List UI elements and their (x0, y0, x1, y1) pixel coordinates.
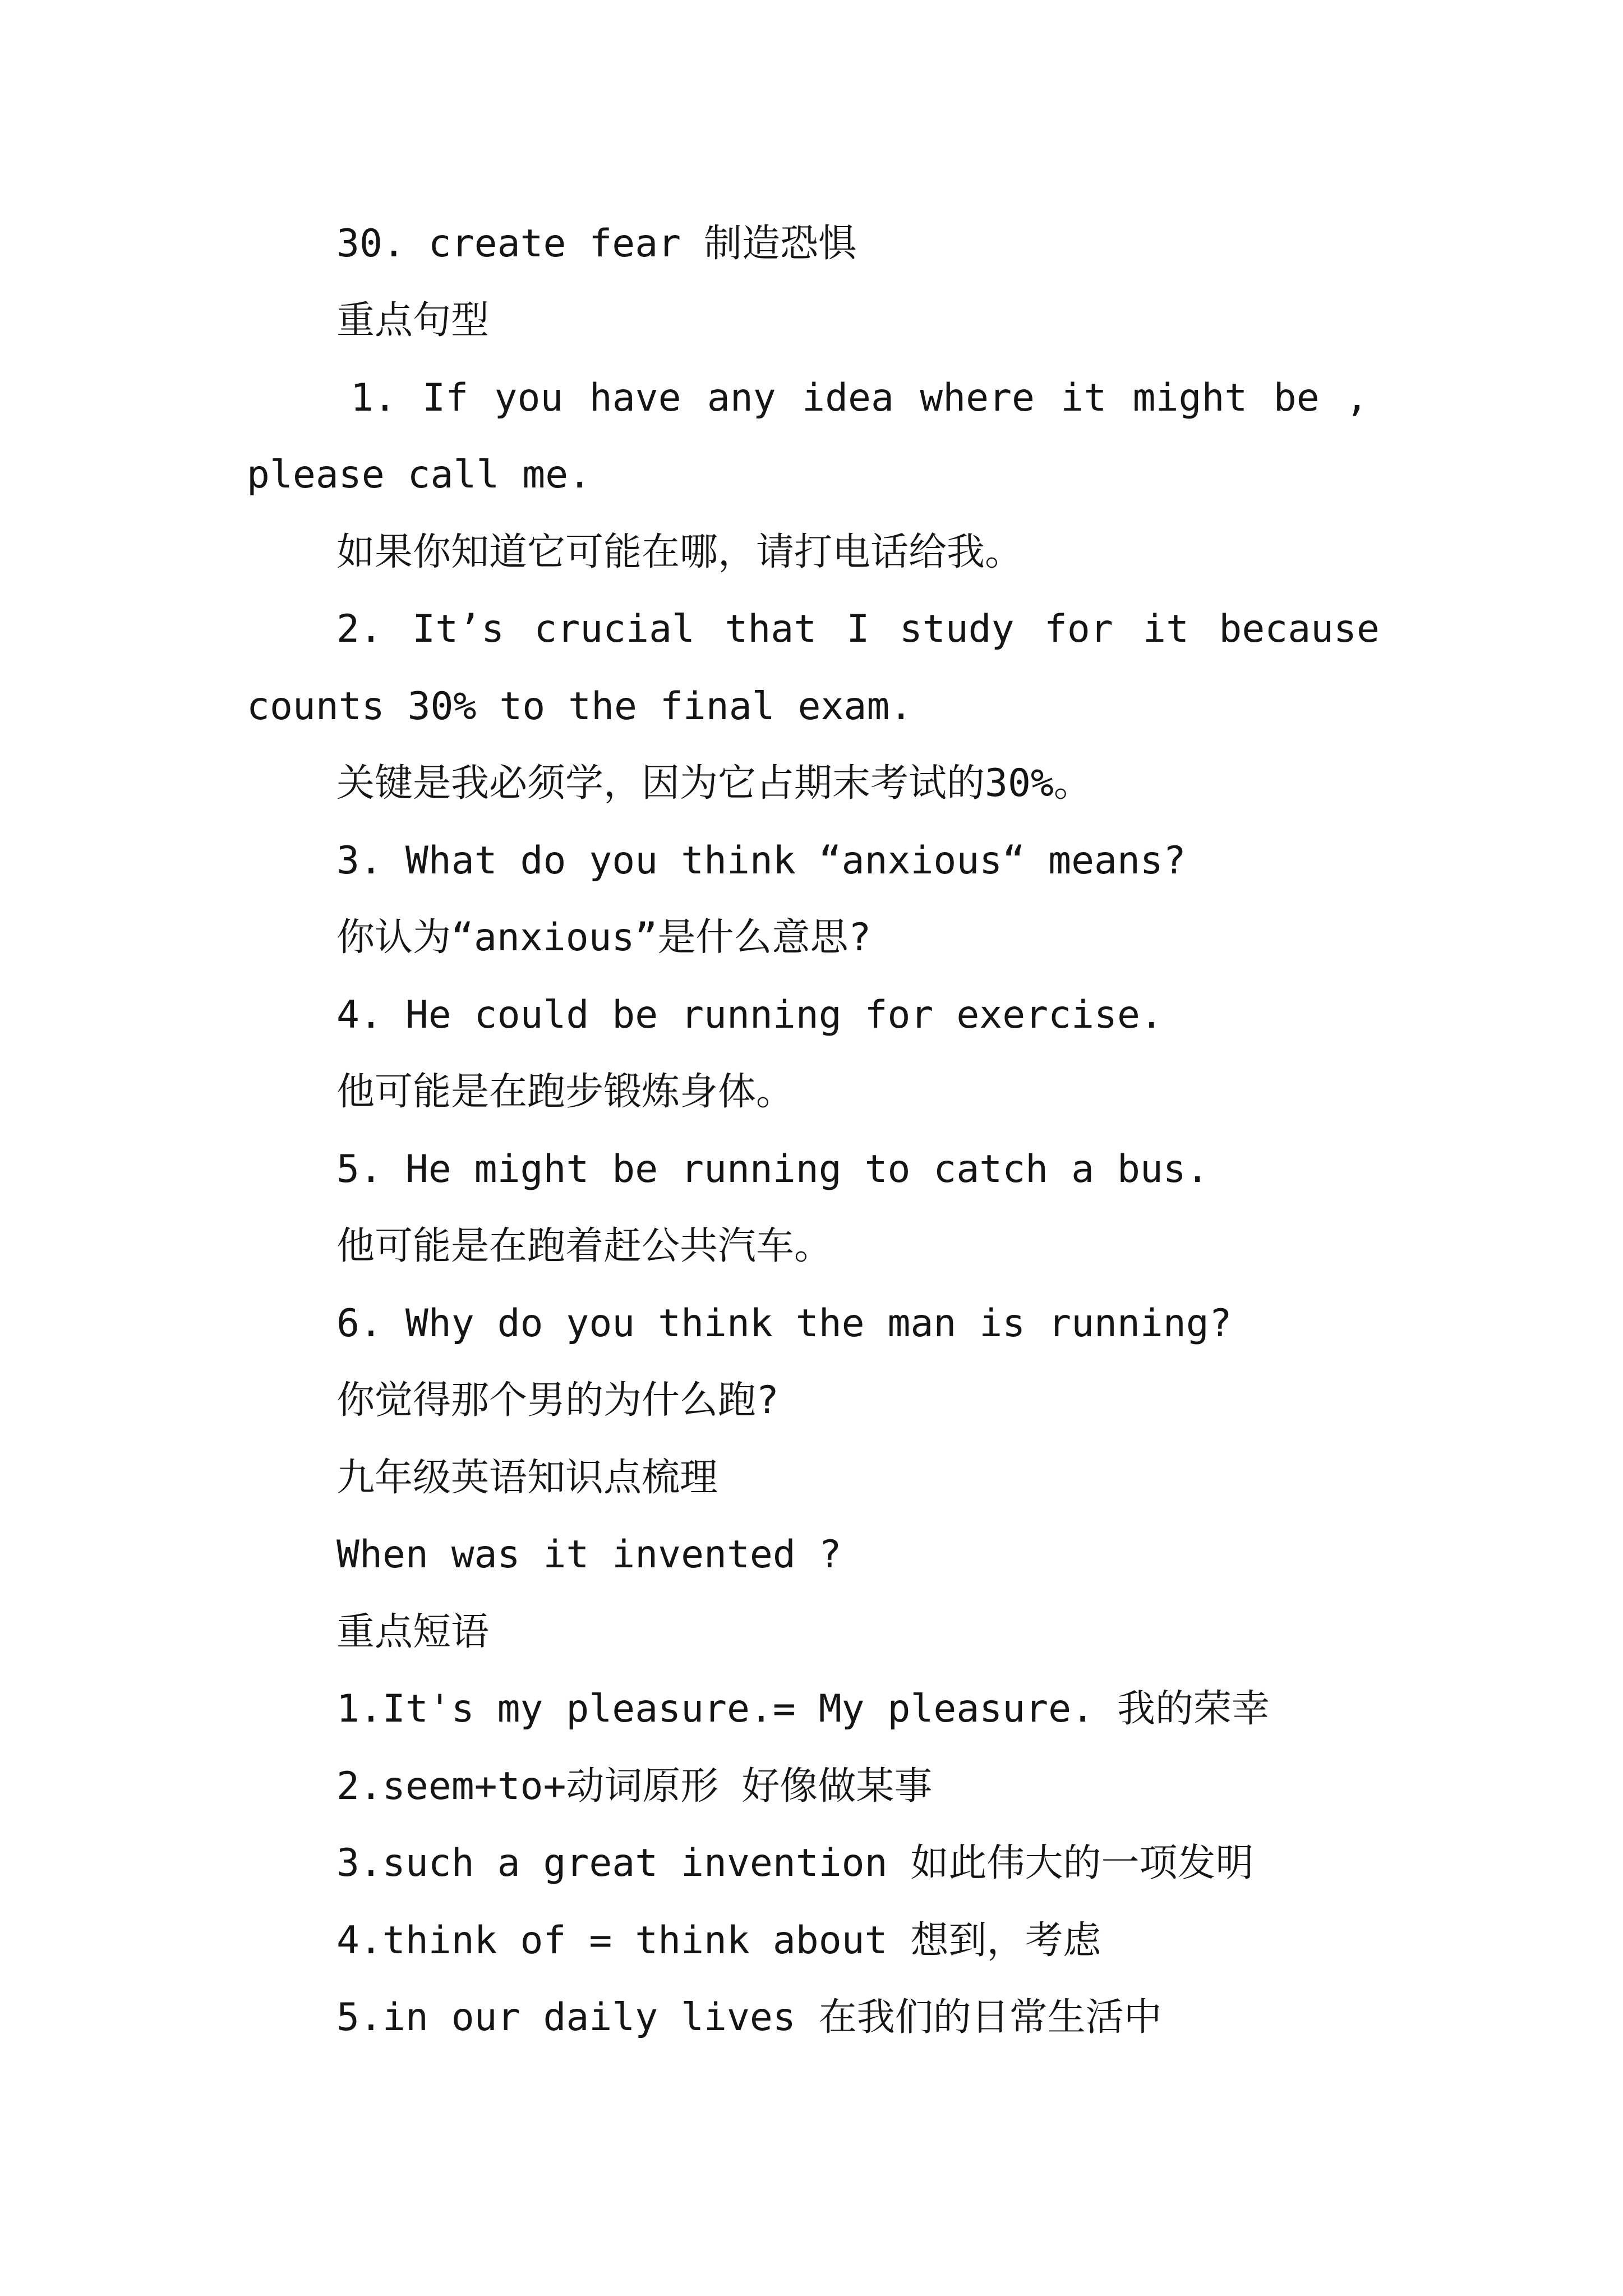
phrase-4: 4.think of = think about 想到，考虑 (336, 1918, 1101, 1963)
sentence-4: 4. He could be running for exercise. (336, 993, 1163, 1037)
sentence-1-line-1: 1. If you have any idea where it might be , (351, 376, 1368, 420)
section-heading-key-sentences: 重点句型 (336, 298, 490, 343)
sentence-1-translation: 如果你知道它可能在哪，请打电话给我。 (336, 530, 1023, 574)
phrase-5: 5.in our daily lives 在我们的日常生活中 (336, 1995, 1162, 2040)
sentence-6: 6. Why do you think the man is running? (336, 1301, 1232, 1346)
sentence-5-translation: 他可能是在跑着赶公共汽车。 (336, 1224, 833, 1268)
sentence-5: 5. He might be running to catch a bus. (336, 1147, 1209, 1191)
sentence-4-translation: 他可能是在跑步锻炼身体。 (336, 1070, 795, 1114)
unit-title: When was it invented ? (336, 1533, 842, 1577)
section-heading-key-phrases: 重点短语 (336, 1610, 490, 1654)
sentence-2-translation: 关键是我必须学，因为它占期末考试的30%。 (336, 761, 1092, 806)
sentence-3: 3. What do you think “anxious“ means? (336, 839, 1186, 883)
phrase-3: 3.such a great invention 如此伟大的一项发明 (336, 1841, 1254, 1885)
phrase-30: 30. create fear 制造恐惧 (336, 222, 857, 266)
sentence-2-line-1: 2. It’s crucial that I study for it because (336, 607, 1380, 651)
unit-heading: 九年级英语知识点梳理 (336, 1456, 718, 1500)
phrase-1: 1.It's my pleasure.= My pleasure. 我的荣幸 (336, 1687, 1270, 1731)
sentence-2-line-2: counts 30% to the final exam. (247, 684, 913, 729)
sentence-6-translation: 你觉得那个男的为什么跑? (336, 1378, 779, 1423)
phrase-2: 2.seem+to+动词原形 好像做某事 (336, 1764, 933, 1809)
sentence-3-translation: 你认为“anxious”是什么意思? (336, 915, 872, 960)
sentence-1-line-2: please call me. (247, 453, 592, 497)
